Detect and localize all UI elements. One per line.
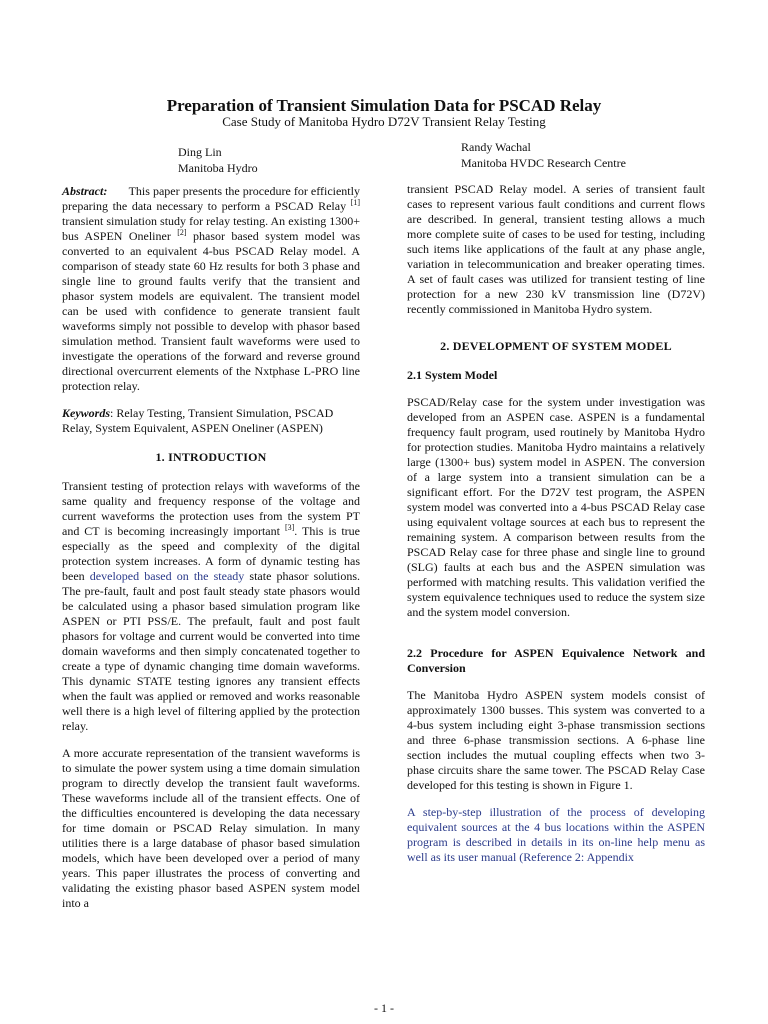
paper-title: Preparation of Transient Simulation Data for PSCAD Relay (166, 96, 602, 115)
aspen-paragraph: The Manitoba Hydro ASPEN system models consist of approximately 1300 busses. This system was converted to a 4-bus system including eight 3-phase transmission sections and three 6-phase transmission sections. A 6-phase line section includes the mutual coupling effects when two 3-phase circuits share the same tower. The PSCAD Relay Case developed for this testing is shown in Figure 1. (407, 688, 705, 792)
keywords-label: Keywords (62, 406, 110, 420)
intro-text-1b: . This is true especially as the speed and complexity of the digital protection system increases. A form of dynamic testing has been (62, 524, 360, 583)
highlighted-paragraph: A step-by-step illustration of the process of developing equivalent sources at the 4 bus locations within the ASPEN program is described in details in its on-line help menu as well as its user manual (Reference 2: Appendix (407, 805, 705, 864)
paper-subtitle: Case Study of Manitoba Hydro D72V Transient Relay Testing (222, 114, 546, 129)
right-column (407, 182, 705, 877)
body-paragraph-continued: transient PSCAD Relay model. A series of transient fault cases to represent various fault conditions and current flows are described. In general, transient testing allows a much more complete suite of cases to be used for testing, including such items like applications of the fault at any phase angle, variation in telecommunication and breaker operating times. A set of fault cases was utilized for transient testing of line protection for a new 230 kV transmission line (D72V) recently commissioned in Manitoba Hydro system. (407, 182, 705, 316)
abstract-text-3: phasor based system model was converted to an equivalent 4-bus PSCAD Relay model. A comparison of steady state 60 Hz results for both 3 phase and single line to ground faults verify that the transient and phasor system models are equivalent. The transient model can be used with confidence to generate transient fault waveforms simply not possible to develop with phasor based simulation method. Transient fault waveforms were used to investigate the operations of the forward and reverse ground directional overcurrent elements of the Nxtphase L-PRO line protection relay. (62, 229, 360, 393)
citation-3: [3] (284, 523, 295, 532)
author-affiliation: Manitoba HVDC Research Centre (461, 156, 626, 170)
intro-paragraph-2: A more accurate representation of the transient waveforms is to simulate the power system using a time domain simulation program to directly develop the transient fault waveforms. These waveforms include all of the transient effects. One of the difficulties encountered is developing the data necessary for time domain or PSCAD Relay simulation. In many utilities there is a large database of phasor based simulation models, which have been developed over a period of many years. This paper illustrates the process of converting and validating the existing phasor based ASPEN system model into a (62, 746, 360, 910)
intro-paragraph-1 (62, 479, 360, 734)
page-number: - 1 - (374, 1001, 394, 1015)
intro-text-1a: Transient testing of protection relays with waveforms of the same quality and frequency response of the voltage and current waveforms the protection uses from the system PT and CT is becoming increasingly important (62, 479, 360, 538)
abstract-text-2: transient simulation study for relay testing. An existing 1300+ bus ASPEN Oneliner (62, 214, 360, 243)
author-block-1 (178, 144, 258, 176)
author-name: Ding Lin (178, 145, 222, 159)
author-affiliation: Manitoba Hydro (178, 161, 258, 175)
subsection-heading-2-1: 2.1 System Model (407, 368, 498, 382)
abstract-text-1: This paper presents the procedure for efficiently preparing the data necessary to perform a PSCAD Relay (62, 184, 360, 213)
left-column (62, 184, 360, 923)
highlighted-text: developed based on the steady (89, 569, 245, 583)
abstract-paragraph (62, 184, 360, 394)
system-model-paragraph: PSCAD/Relay case for the system under investigation was developed from an ASPEN case. ASPEN is a fundamental frequency fault program, used routinely by Manitoba Hydro for protection studies. Manitoba Hydro maintains a relatively large (1300+ bus) system model in ASPEN. The conversion of a large system into a transient simulation can be a significant effort. For the D72V test program, the ASPEN system model was converted into a 4-bus PSCAD Relay case using equivalent voltage sources at each bus to represent the remaining system. A comparison between results from the PSCAD Relay case for three phase and single line to ground (SLG) faults at each bus and the ASPEN simulation was performed with matching results. This validation verified the system equivalence techniques used to reduce the system size and the system model conversion. (407, 395, 705, 619)
author-name: Randy Wachal (461, 140, 531, 154)
intro-text-1c: state phasor solutions. The pre-fault, fault and post fault steady state phasors would be calculated using a phasor based simulation program like ASPEN or PTI PSS/E. The prefault, fault and post fault phasors for voltage and current would be converted into time domain waveforms and then simply concatenated together to create a type of dynamic changing time domain waveforms. This dynamic STATE testing ignores any transient effects when the fault was applied or removed and works reasonable well there is a high level of filtering applied by the protection relay. (62, 569, 361, 733)
keywords-paragraph (62, 406, 360, 436)
section-heading-introduction: 1. INTRODUCTION (155, 450, 267, 464)
citation-2: [2] (177, 228, 187, 237)
section-heading-system-model: 2. DEVELOPMENT OF SYSTEM MODEL (440, 339, 672, 353)
abstract-label: Abstract: (62, 184, 108, 198)
subsection-heading-2-2: 2.2 Procedure for ASPEN Equivalence Network and Conversion (407, 646, 705, 675)
author-block-2 (461, 139, 626, 171)
citation-1: [1] (350, 198, 361, 207)
keywords-text: : Relay Testing, Transient Simulation, PSCAD Relay, System Equivalent, ASPEN Oneliner (ASPEN) (62, 406, 334, 435)
